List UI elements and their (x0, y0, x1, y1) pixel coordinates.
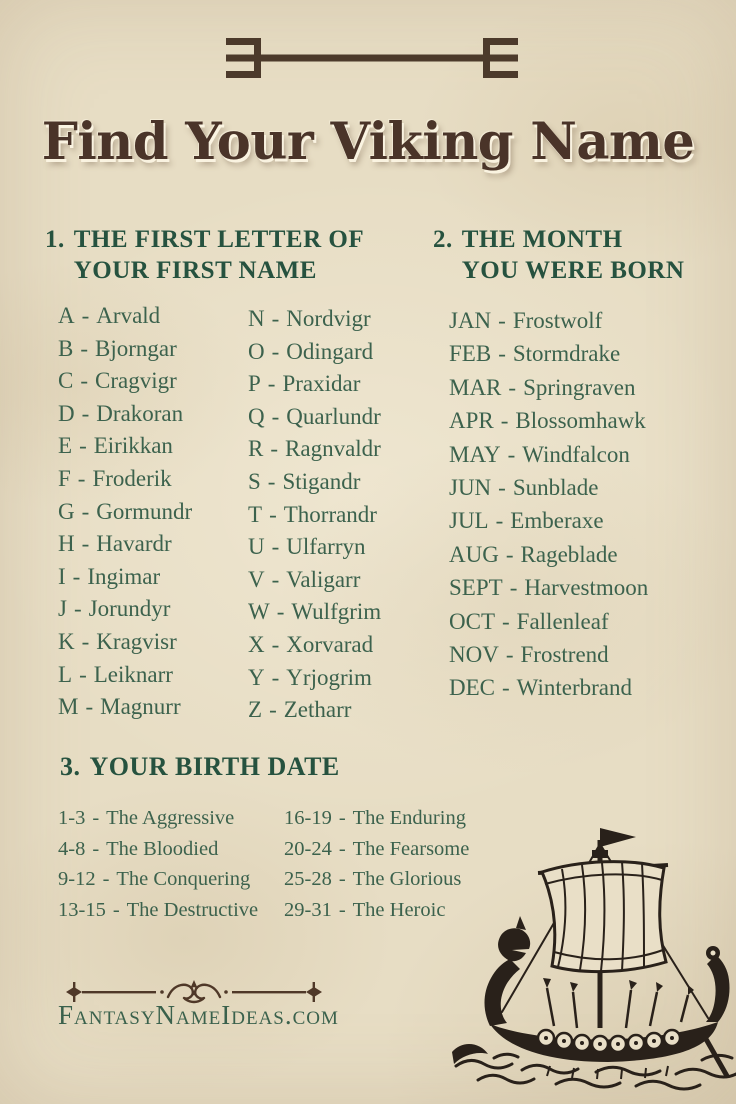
viking-name: Rageblade (520, 541, 618, 567)
heading-line: THE FIRST LETTER OF (73, 226, 365, 253)
letter-key: Y (248, 664, 265, 690)
viking-name: Springraven (523, 374, 636, 400)
letter-row (58, 430, 192, 463)
letter-row (58, 691, 192, 724)
section-month-heading (433, 224, 685, 286)
viking-name: Ulfarryn (286, 534, 366, 560)
letter-row (248, 433, 381, 466)
date-range: 9-12 (58, 868, 96, 890)
viking-name: Bjorngar (95, 335, 177, 361)
month-key: JUN (449, 475, 492, 501)
viking-name: Eirikkan (93, 433, 173, 459)
epithet: The Fearsome (352, 837, 470, 860)
letter-key: K (58, 628, 75, 654)
viking-name: Arvald (96, 303, 161, 328)
birth-date-column-2 (284, 803, 469, 925)
birthdate-row (284, 803, 469, 834)
date-range: 20-24 (284, 837, 332, 860)
epithet: The Conquering (116, 868, 251, 890)
separator-dash: - (495, 508, 504, 534)
date-range: 25-28 (284, 868, 332, 890)
date-range: 1-3 (58, 807, 86, 829)
month-key: JAN (449, 308, 492, 333)
letter-row (248, 466, 381, 499)
separator-dash: - (85, 694, 94, 720)
viking-name: Kragvisr (96, 628, 177, 654)
separator-dash: - (267, 468, 276, 494)
viking-name: Wulfgrim (291, 599, 382, 625)
separator-dash: - (271, 338, 280, 364)
separator-dash: - (80, 368, 89, 394)
separator-dash: - (505, 642, 514, 668)
birthdate-row (58, 803, 258, 834)
separator-dash: - (79, 661, 87, 687)
month-key: JUL (449, 508, 489, 534)
site-name: FantasyNameIdeas.com (58, 1000, 339, 1030)
month-row (449, 571, 648, 604)
separator-dash: - (81, 628, 90, 654)
letter-row (248, 596, 381, 629)
letter-row (58, 463, 192, 496)
viking-name: Xorvarad (286, 631, 374, 657)
separator-dash: - (505, 541, 514, 567)
letter-row (58, 496, 192, 529)
viking-name: Blossomhawk (515, 408, 646, 434)
separator-dash: - (271, 306, 280, 331)
heading-line: YOU WERE BORN (461, 257, 685, 284)
viking-name: Yrjogrim (286, 664, 372, 690)
viking-ship-icon (450, 820, 736, 1098)
viking-name: Magnurr (100, 694, 181, 720)
separator-dash: - (271, 534, 280, 560)
letter-row (58, 333, 192, 366)
section-heading-lines (462, 224, 685, 286)
month-list (449, 304, 648, 705)
letter-row (248, 564, 381, 597)
letter-row (248, 336, 381, 369)
month-row (449, 337, 648, 370)
separator-dash: - (338, 807, 346, 829)
month-row (449, 404, 648, 437)
epithet: The Glorious (352, 868, 462, 890)
separator-dash: - (112, 898, 120, 921)
birthdate-row (58, 864, 258, 895)
section-first-letter-heading (45, 224, 364, 286)
viking-name: Ragnvaldr (285, 436, 381, 462)
viking-name: Havardr (96, 531, 172, 557)
section-number: 2. (433, 226, 453, 253)
viking-name: Jorundyr (88, 596, 171, 622)
letter-key: Q (248, 403, 265, 429)
month-key: OCT (449, 608, 495, 634)
viking-name: Valigarr (286, 566, 361, 592)
letter-key: V (248, 566, 265, 592)
separator-dash: - (271, 403, 280, 429)
rune-divider-icon (226, 38, 518, 78)
letter-row (248, 303, 381, 336)
date-range: 29-31 (284, 898, 332, 921)
separator-dash: - (509, 575, 518, 601)
letter-key: E (58, 433, 73, 459)
separator-dash: - (271, 631, 280, 657)
letter-key: X (248, 631, 265, 657)
letter-key: D (58, 400, 75, 426)
letter-row (58, 528, 192, 561)
month-key: AUG (449, 541, 499, 567)
separator-dash: - (498, 341, 506, 367)
letter-row (58, 659, 192, 692)
section-heading-lines (74, 224, 364, 286)
letter-row (248, 694, 381, 727)
separator-dash: - (502, 675, 510, 701)
letter-row (248, 499, 381, 532)
viking-name: Stormdrake (512, 341, 621, 367)
heading-line: YOUR FIRST NAME (73, 257, 317, 284)
month-row (449, 671, 648, 704)
viking-name: Stigandr (282, 468, 361, 494)
month-key: MAY (449, 441, 501, 467)
letter-key: A (58, 303, 75, 328)
letter-key: Z (248, 697, 263, 723)
letter-key: M (58, 694, 79, 720)
month-row (449, 438, 648, 471)
separator-dash: - (502, 608, 510, 634)
letter-key: N (248, 306, 265, 331)
letter-row (248, 368, 381, 401)
month-key: MAR (449, 374, 502, 400)
heading-line: THE MONTH (461, 226, 623, 253)
viking-name: Windfalcon (522, 441, 630, 467)
viking-name: Gormundr (96, 498, 193, 524)
heading-line: YOUR BIRTH DATE (89, 752, 340, 781)
viking-name: Frostrend (520, 642, 609, 668)
viking-name: Leiknarr (93, 661, 173, 687)
viking-name: Zetharr (283, 697, 352, 723)
separator-dash: - (81, 498, 90, 524)
separator-dash: - (81, 400, 90, 426)
letter-key: P (248, 371, 261, 397)
separator-dash: - (269, 501, 277, 527)
letter-key: G (58, 498, 75, 524)
month-key: SEPT (449, 575, 503, 601)
section-number: 1. (45, 226, 65, 253)
letter-key: S (248, 468, 261, 494)
month-row (449, 504, 648, 537)
viking-name: Odingard (286, 338, 374, 364)
viking-name: Ingimar (87, 563, 161, 589)
separator-dash: - (73, 596, 82, 622)
letter-row (58, 561, 192, 594)
letter-key: H (58, 531, 75, 557)
letter-row (58, 365, 192, 398)
letter-key: L (58, 661, 73, 687)
letter-row (248, 662, 381, 695)
epithet: The Enduring (352, 807, 466, 829)
month-row (449, 471, 648, 504)
separator-dash: - (80, 335, 89, 361)
viking-name: Quarlundr (286, 403, 381, 429)
viking-name: Fallenleaf (516, 608, 609, 634)
month-key: FEB (449, 341, 492, 367)
month-key: NOV (449, 642, 499, 668)
letter-key: I (58, 563, 66, 589)
birthdate-row (58, 834, 258, 865)
birthdate-row (284, 834, 469, 865)
letter-row (248, 401, 381, 434)
birthdate-row (284, 895, 469, 926)
month-key: APR (449, 408, 494, 434)
letter-key: O (248, 338, 265, 364)
letter-row (58, 626, 192, 659)
separator-dash: - (276, 599, 285, 625)
viking-name: Sunblade (512, 475, 599, 501)
letter-key: U (248, 534, 265, 560)
viking-name: Froderik (92, 465, 172, 491)
separator-dash: - (271, 566, 280, 592)
month-row (449, 638, 648, 671)
letter-row (58, 593, 192, 626)
letter-key: T (248, 501, 263, 527)
epithet: The Destructive (126, 898, 259, 921)
month-row (449, 605, 648, 638)
letter-key: B (58, 335, 74, 361)
viking-name: Winterbrand (516, 675, 632, 701)
letter-row (248, 531, 381, 564)
separator-dash: - (77, 465, 86, 491)
separator-dash: - (81, 531, 90, 557)
separator-dash: - (72, 563, 81, 589)
separator-dash: - (498, 308, 506, 333)
month-row (449, 371, 648, 404)
separator-dash: - (338, 837, 346, 860)
separator-dash: - (267, 371, 276, 397)
separator-dash: - (338, 898, 346, 921)
letter-row (58, 398, 192, 431)
viking-name: Harvestmoon (524, 575, 649, 601)
section-number: 3. (60, 752, 81, 781)
birth-date-column-1 (58, 803, 258, 925)
letter-key: C (58, 368, 74, 394)
month-row (449, 538, 648, 571)
separator-dash: - (81, 303, 90, 328)
epithet: The Heroic (352, 898, 446, 921)
separator-dash: - (507, 441, 516, 467)
letter-row (248, 629, 381, 662)
letter-key: W (248, 599, 270, 625)
viking-name: Nordvigr (286, 306, 371, 331)
date-range: 13-15 (58, 898, 106, 921)
letter-list-column-1 (58, 300, 192, 724)
separator-dash: - (79, 433, 87, 459)
viking-name: Drakoran (96, 400, 184, 426)
page-title: Find Your Viking Name (41, 112, 695, 172)
letter-key: F (58, 465, 71, 491)
letter-list-column-2 (248, 303, 381, 727)
separator-dash: - (92, 837, 100, 860)
birthdate-row (58, 895, 258, 926)
month-row (449, 304, 648, 337)
epithet: The Bloodied (106, 837, 219, 860)
viking-name: Thorrandr (283, 501, 377, 527)
separator-dash: - (269, 697, 277, 723)
separator-dash: - (508, 374, 517, 400)
separator-dash: - (102, 868, 110, 890)
viking-name: Cragvigr (95, 368, 177, 394)
separator-dash: - (270, 436, 279, 462)
separator-dash: - (500, 408, 509, 434)
month-key: DEC (449, 675, 495, 701)
letter-row (58, 300, 192, 333)
viking-name: Praxidar (282, 371, 361, 397)
separator-dash: - (498, 475, 506, 501)
letter-key: R (248, 436, 264, 462)
section-birth-date-heading (60, 751, 340, 782)
viking-name: Frostwolf (512, 308, 603, 333)
separator-dash: - (338, 868, 346, 890)
epithet: The Aggressive (106, 807, 235, 829)
separator-dash: - (92, 807, 100, 829)
letter-key: J (58, 596, 67, 622)
date-range: 4-8 (58, 837, 86, 860)
birthdate-row (284, 864, 469, 895)
date-range: 16-19 (284, 807, 332, 829)
separator-dash: - (271, 664, 280, 690)
viking-name: Emberaxe (510, 508, 604, 534)
